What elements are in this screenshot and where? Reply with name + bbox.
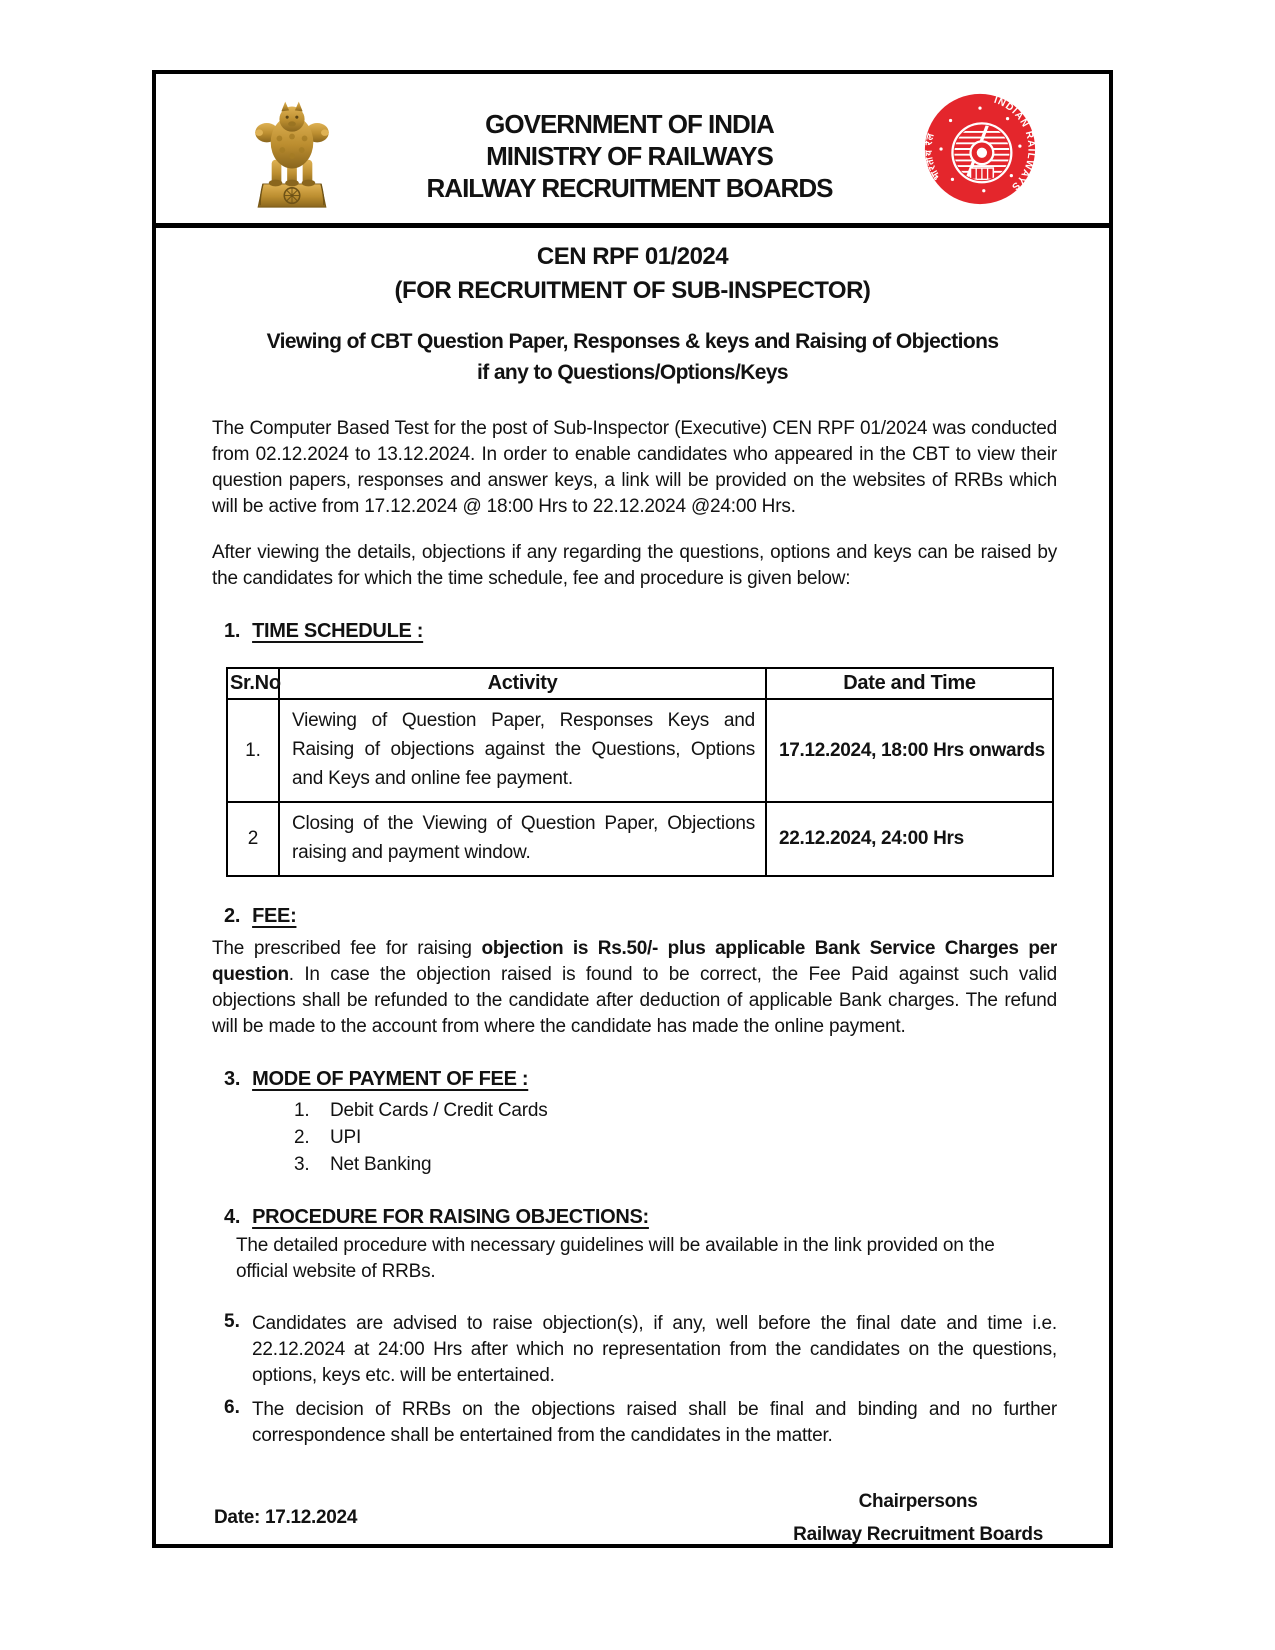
header-line-ministry: MINISTRY OF RAILWAYS xyxy=(486,141,773,171)
payment-item-3-label: Net Banking xyxy=(330,1154,432,1175)
note-5-number: 5. xyxy=(224,1311,240,1332)
payment-item-1-label: Debit Cards / Credit Cards xyxy=(330,1100,548,1121)
header-title-block xyxy=(336,92,923,204)
procedure-paragraph: The detailed procedure with necessary guidelines will be available in the link provided on the official website of RRBs. xyxy=(236,1235,995,1282)
notice-subject-line2: if any to Questions/Options/Keys xyxy=(476,361,789,384)
section-1-heading xyxy=(212,620,1057,643)
indian-railways-logo-graphic xyxy=(923,92,1037,206)
indian-railways-logo-icon xyxy=(923,92,1037,211)
row1-srno: 1. xyxy=(227,699,279,802)
notice-subject xyxy=(156,326,1109,388)
ashoka-emblem-graphic xyxy=(248,92,336,212)
intro-paragraph: The Computer Based Test for the post of Sub-Inspector (Executive) CEN RPF 01/2024 was conducted from 02.12.2024 to 13.12.2024. In order to enable candidates who appeared in the CBT to view their question papers, responses and answer keys, a link will be provided on the websites of RRBs which will be active from 17.12.2024 @ 18:00 Hrs to 22.12.2024 @24:00 Hrs. xyxy=(212,418,1057,517)
row2-datetime: 22.12.2024, 24:00 Hrs xyxy=(766,802,1053,876)
col-header-datetime: Date and Time xyxy=(766,668,1053,699)
payment-modes-list xyxy=(294,1097,1057,1178)
notice-sheet xyxy=(152,70,1113,1548)
row1-activity: Viewing of Question Paper, Responses Keys and Raising of objections against the Questions, Options and Keys and online fee payment. xyxy=(279,699,766,802)
section-2-heading xyxy=(212,905,1057,928)
header-line-rrb: RAILWAY RECRUITMENT BOARDS xyxy=(426,173,833,203)
signatory-title: Chairpersons xyxy=(858,1491,978,1512)
ashoka-emblem-icon xyxy=(248,92,336,217)
note-5 xyxy=(212,1311,1057,1389)
note-6-number: 6. xyxy=(224,1397,240,1418)
section-1-number: 1. xyxy=(224,620,241,642)
row1-datetime: 17.12.2024, 18:00 Hrs onwards xyxy=(766,699,1053,802)
signatory-organisation: Railway Recruitment Boards xyxy=(793,1524,1043,1545)
table-row xyxy=(227,699,1053,802)
list-item xyxy=(294,1124,1057,1151)
date-label: Date: 17.12.2024 xyxy=(214,1507,358,1528)
payment-item-1-number: 1. xyxy=(294,1100,310,1121)
payment-item-2-number: 2. xyxy=(294,1127,310,1148)
notice-subject-line1: Viewing of CBT Question Paper, Responses & keys and Raising of Objections xyxy=(266,330,999,353)
section-4-title: PROCEDURE FOR RAISING OBJECTIONS: xyxy=(252,1206,649,1228)
after-viewing-paragraph: After viewing the details, objections if any regarding the questions, options and keys can be raised by the candidates for which the time schedule, fee and procedure is given below: xyxy=(212,542,1057,589)
col-header-srno: Sr.No xyxy=(227,668,279,699)
payment-item-2-label: UPI xyxy=(330,1127,362,1148)
footer xyxy=(212,1485,1057,1548)
payment-item-3-number: 3. xyxy=(294,1154,310,1175)
note-6 xyxy=(212,1397,1057,1449)
header xyxy=(156,74,1109,223)
fee-text-post: . In case the objection raised is found to be correct, the Fee Paid against such valid objections shall be refunded to the candidate after deduction of applicable Bank charges. The refund will be made to the account from where the candidate has made the online payment. xyxy=(212,964,1057,1037)
notice-body xyxy=(156,416,1109,1548)
table-row xyxy=(227,802,1053,876)
fee-text-pre: The prescribed fee for raising xyxy=(212,938,482,959)
railways-logo-text-en: INDIAN RAILWAYS xyxy=(992,94,1037,193)
fee-paragraph xyxy=(212,936,1057,1040)
list-item xyxy=(294,1151,1057,1178)
notice-number: CEN RPF 01/2024 xyxy=(536,243,729,270)
section-3-heading xyxy=(212,1068,1057,1091)
signature-block xyxy=(793,1485,1043,1548)
section-2-number: 2. xyxy=(224,905,241,927)
table-header-row xyxy=(227,668,1053,699)
header-line-government: GOVERNMENT OF INDIA xyxy=(485,109,774,139)
notice-recruitment-line: (FOR RECRUITMENT OF SUB-INSPECTOR) xyxy=(394,277,871,304)
section-2-title: FEE: xyxy=(252,905,297,927)
section-4-heading xyxy=(212,1206,1057,1229)
railways-logo-text-hi: भारतीय रेल xyxy=(923,131,944,182)
row2-activity: Closing of the Viewing of Question Paper, Objections raising and payment window. xyxy=(279,802,766,876)
section-3-number: 3. xyxy=(224,1068,241,1090)
section-1-title: TIME SCHEDULE : xyxy=(252,620,424,642)
title-block xyxy=(156,228,1109,388)
time-schedule-table xyxy=(226,667,1054,877)
section-4-number: 4. xyxy=(224,1206,241,1228)
section-3-title: MODE OF PAYMENT OF FEE : xyxy=(252,1068,529,1090)
note-5-text: Candidates are advised to raise objection(s), if any, well before the final date and time i.e. 22.12.2024 at 24:00 Hrs after which no representation from the candidates on the questions, options, keys etc. will be entertained. xyxy=(252,1313,1057,1386)
col-header-activity: Activity xyxy=(279,668,766,699)
list-item xyxy=(294,1097,1057,1124)
row2-srno: 2 xyxy=(227,802,279,876)
note-6-text: The decision of RRBs on the objections raised shall be final and binding and no further correspondence shall be entertained from the candidates in the matter. xyxy=(252,1399,1057,1446)
fee-text-bold: objection is Rs.50/- plus applicable Bank Service Charges per question xyxy=(212,938,1057,985)
